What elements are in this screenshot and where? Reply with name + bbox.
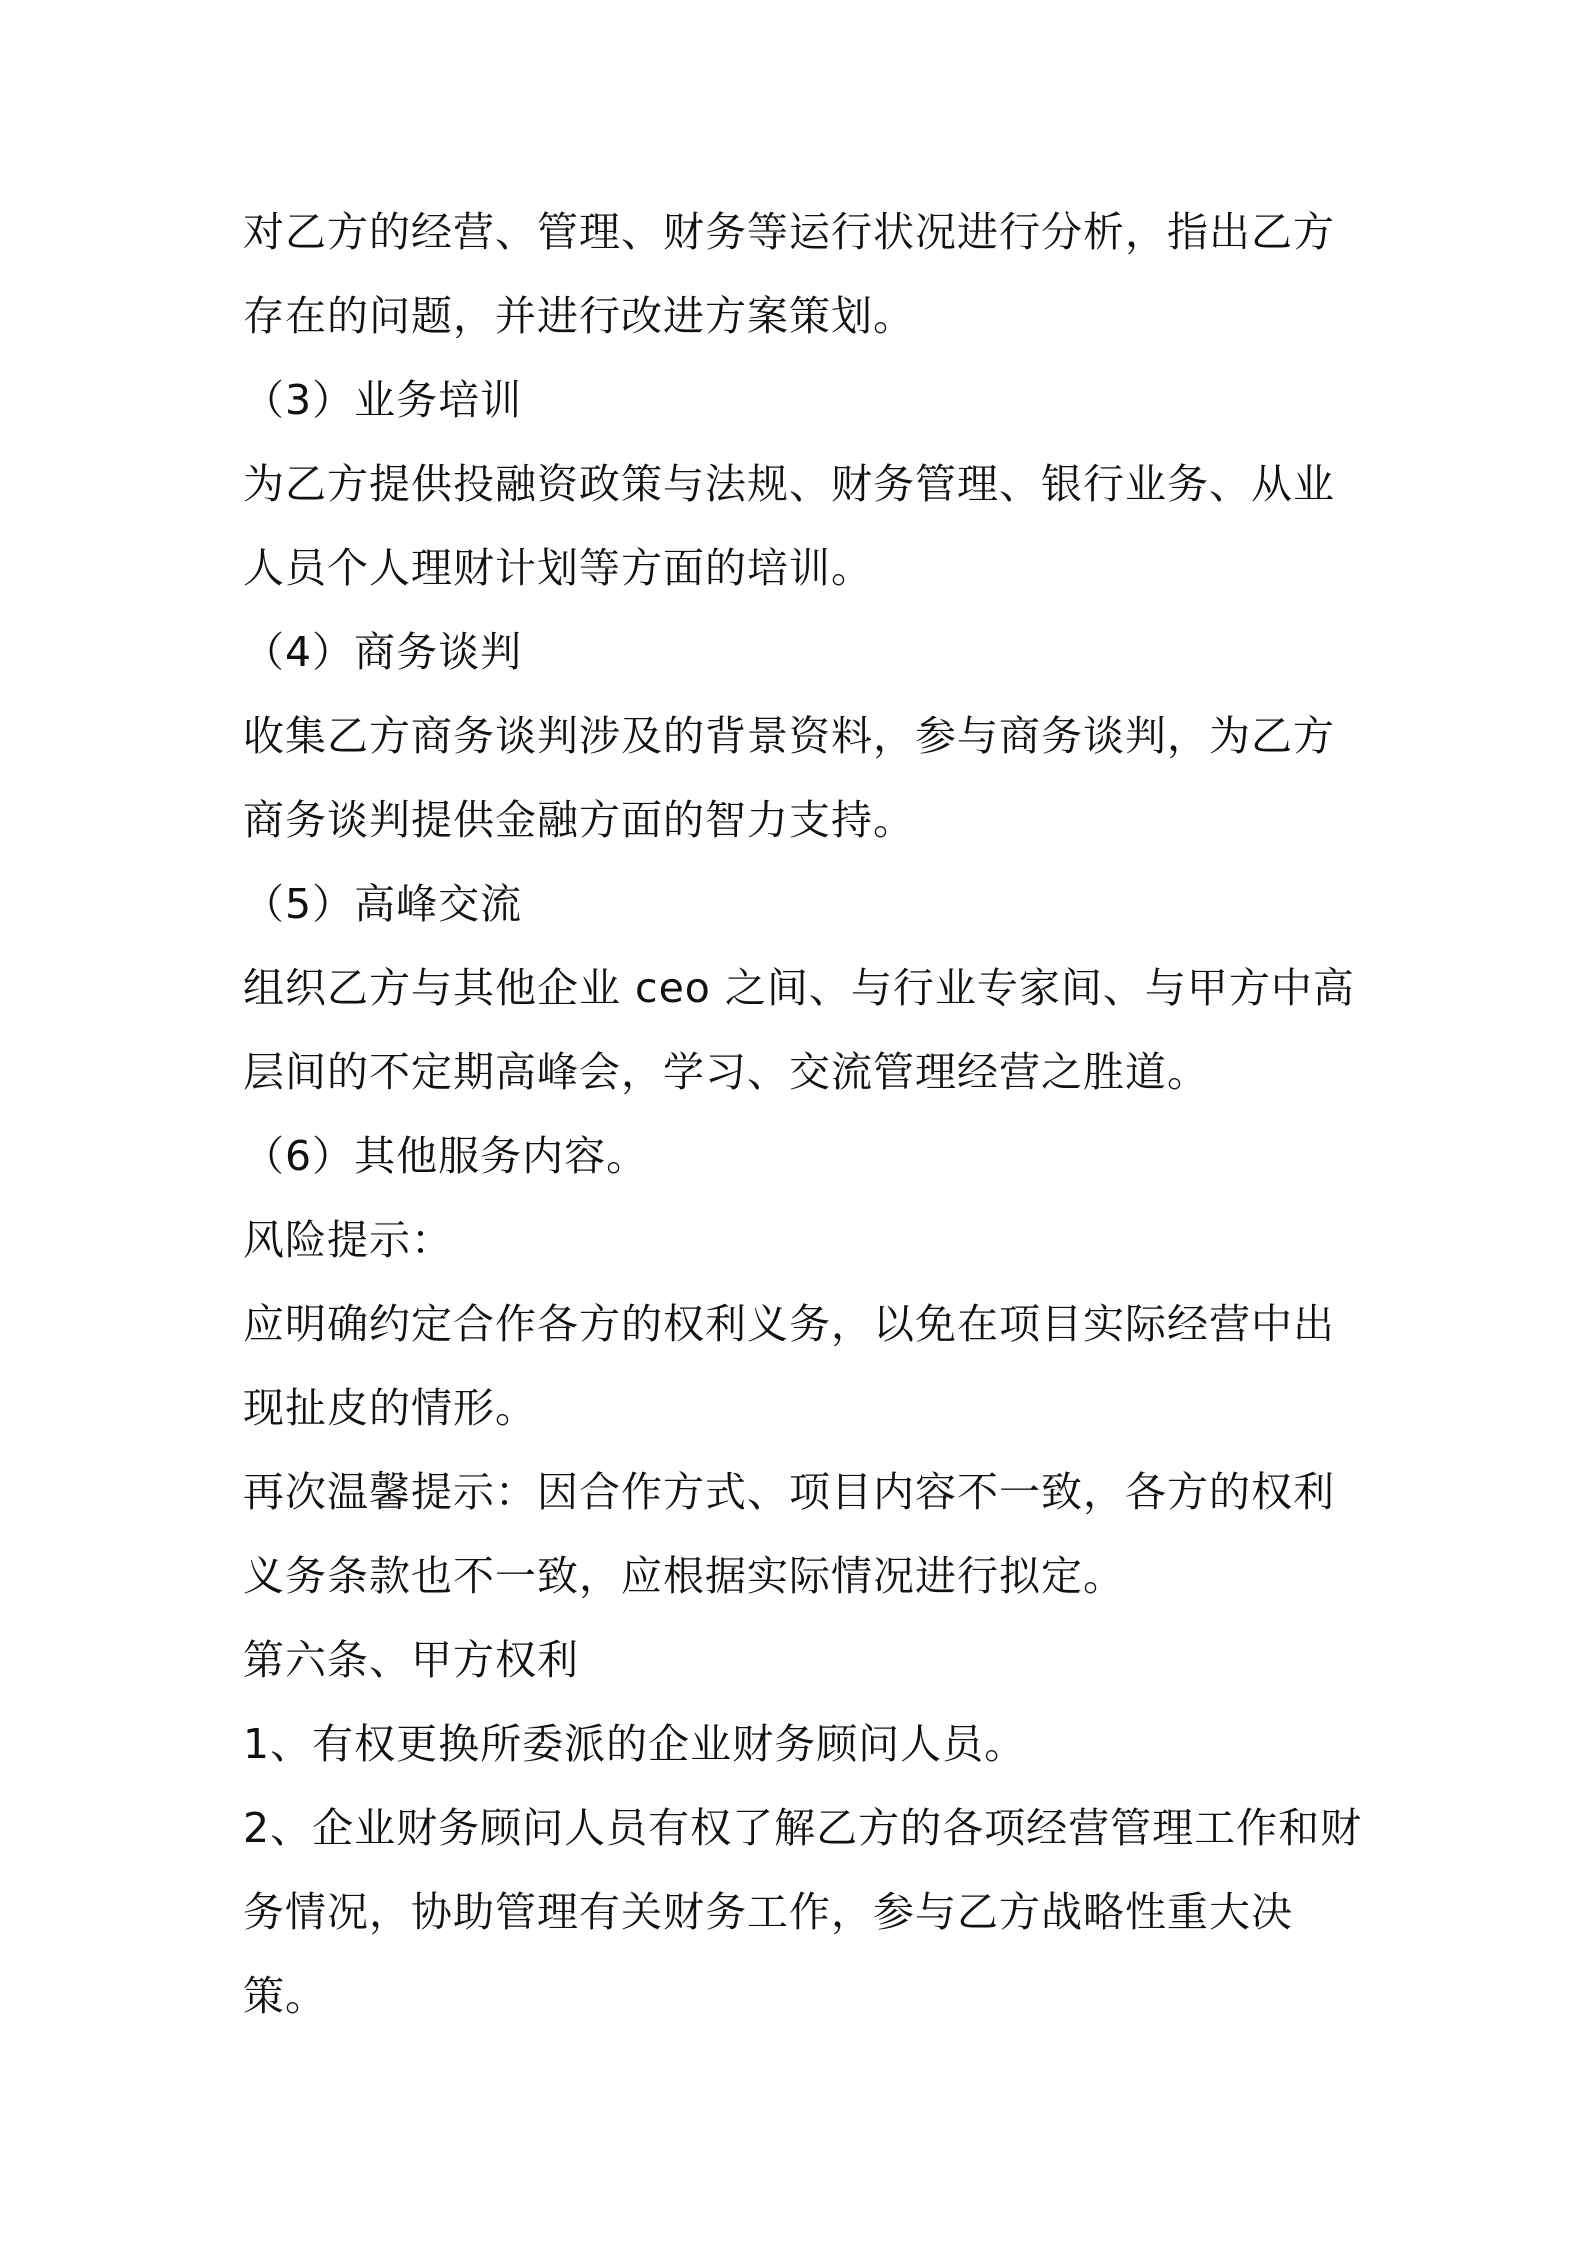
paragraph-negotiation: 收集乙方商务谈判涉及的背景资料，参与商务谈判，为乙方商务谈判提供金融方面的智力支持。 bbox=[243, 712, 1335, 844]
risk-notice-heading: 风险提示： bbox=[243, 1216, 453, 1264]
paragraph-risk-notice: 应明确约定合作各方的权利义务，以免在项目实际经营中出现扯皮的情形。 bbox=[243, 1300, 1335, 1432]
paragraph-training: 为乙方提供投融资政策与法规、财务管理、银行业务、从业人员个人理财计划等方面的培训。 bbox=[243, 460, 1335, 592]
article-six-item-2: 2、企业财务顾问人员有权了解乙方的各项经营管理工作和财务情况，协助管理有关财务工作，参与乙方战略性重大决策。 bbox=[243, 1804, 1363, 2020]
paragraph-summit: 组织乙方与其他企业 ceo 之间、与行业专家间、与甲方中高层间的不定期高峰会，学习、交流管理经营之胜道。 bbox=[243, 964, 1355, 1096]
paragraph-analysis: 对乙方的经营、管理、财务等运行状况进行分析，指出乙方存在的问题，并进行改进方案策划。 bbox=[243, 208, 1335, 340]
item-heading-training: （3）业务培训 bbox=[243, 376, 523, 424]
item-heading-negotiation: （4）商务谈判 bbox=[243, 628, 523, 676]
item-heading-other-services: （6）其他服务内容。 bbox=[243, 1132, 649, 1180]
document-body bbox=[243, 190, 1363, 2038]
article-six-item-1: 1、有权更换所委派的企业财务顾问人员。 bbox=[243, 1720, 1027, 1768]
item-heading-summit: （5）高峰交流 bbox=[243, 880, 523, 928]
paragraph-reminder: 再次温馨提示：因合作方式、项目内容不一致，各方的权利义务条款也不一致，应根据实际情况进行拟定。 bbox=[243, 1468, 1335, 1600]
article-six-heading: 第六条、甲方权利 bbox=[243, 1636, 579, 1684]
